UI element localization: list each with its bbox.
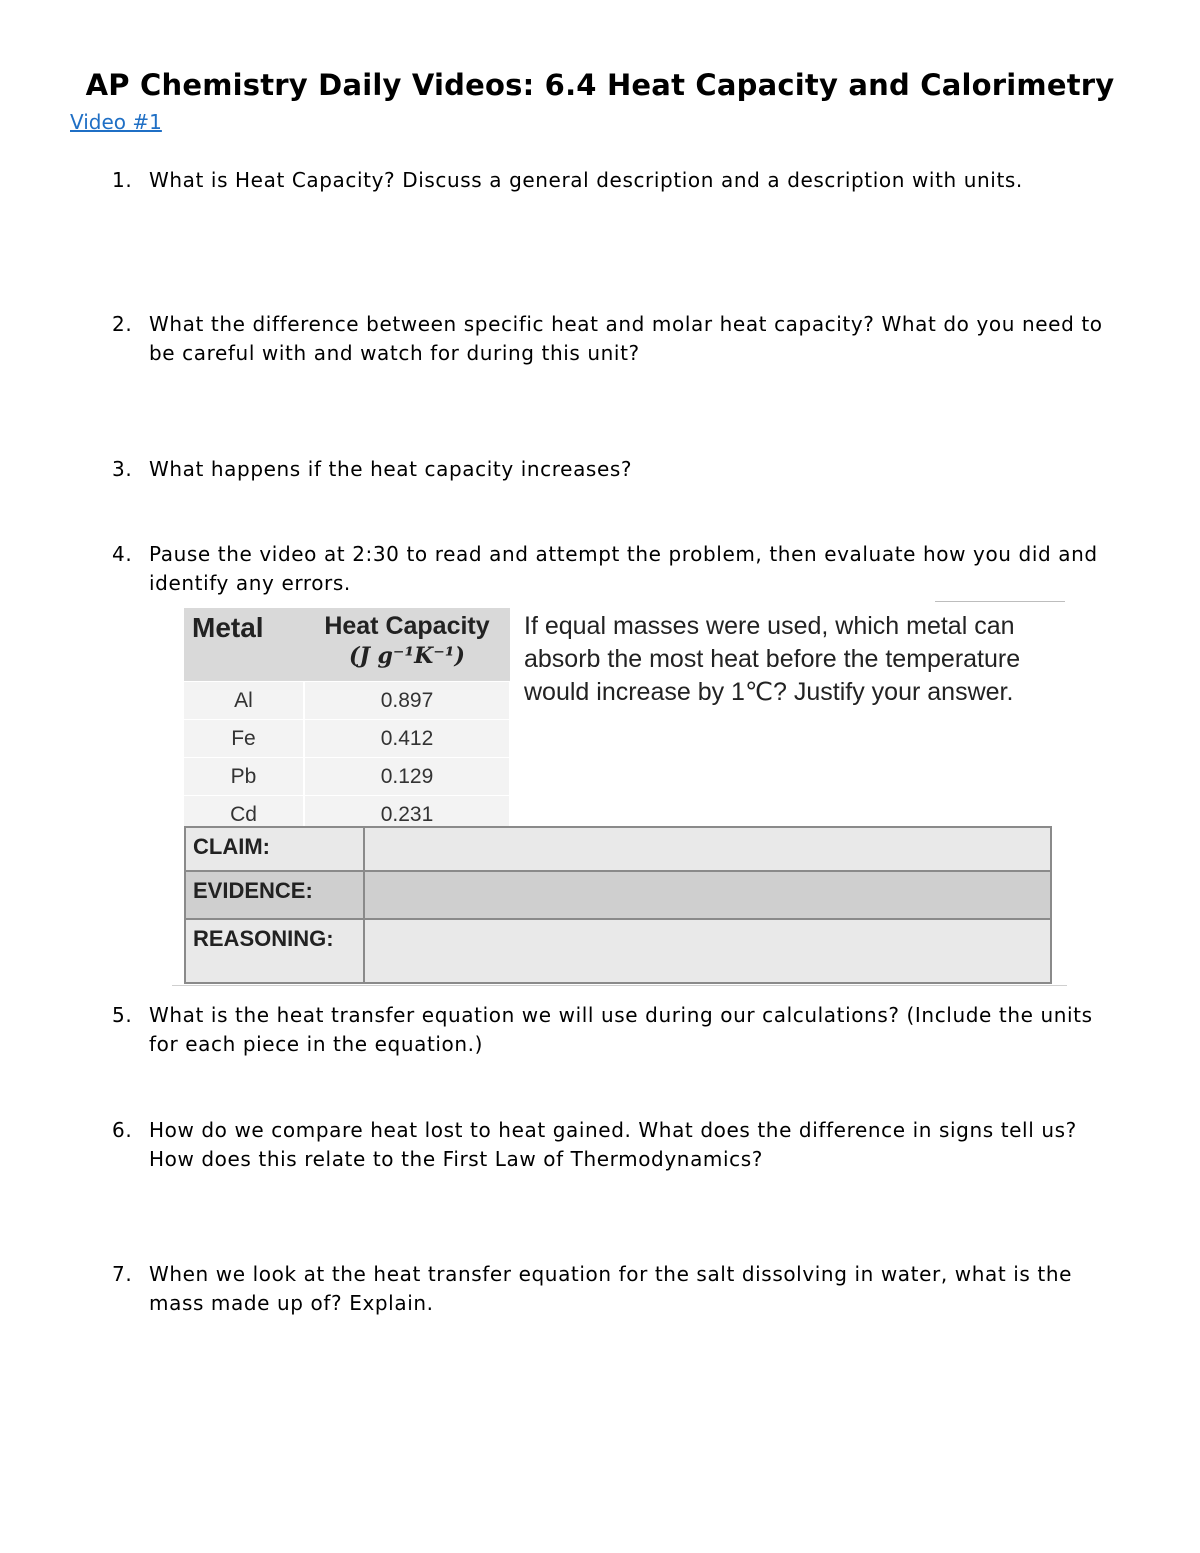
question-number: 2. — [112, 312, 133, 336]
value-cell: 0.129 — [304, 758, 510, 796]
video-link[interactable]: Video #1 — [70, 110, 162, 134]
question-4 — [112, 540, 1127, 598]
claim-label: CLAIM: — [185, 827, 364, 871]
question-text: What happens if the heat capacity increases? — [149, 457, 633, 481]
question-1 — [112, 166, 1127, 195]
question-text: What is the heat transfer equation we will use during our calculations? (Include the units for each piece in the equation.) — [149, 1003, 1093, 1056]
value-cell: 0.231 — [304, 796, 510, 834]
question-text: Pause the video at 2:30 to read and attempt the problem, then evaluate how you did and identify any errors. — [149, 542, 1098, 595]
question-7 — [112, 1260, 1127, 1318]
question-number: 6. — [112, 1118, 133, 1142]
metal-cell: Pb — [184, 758, 304, 796]
reasoning-answer-cell[interactable] — [364, 919, 1051, 983]
evidence-answer-cell[interactable] — [364, 871, 1051, 919]
question-number: 7. — [112, 1262, 133, 1286]
claim-row — [185, 827, 1051, 871]
metal-cell: Cd — [184, 796, 304, 834]
question-number: 3. — [112, 457, 133, 481]
evidence-label: EVIDENCE: — [185, 871, 364, 919]
metal-cell: Fe — [184, 720, 304, 758]
question-text: How do we compare heat lost to heat gained. What does the difference in signs tell us? How does this relate to the First Law of Thermodynamics? — [149, 1118, 1077, 1171]
cer-table — [184, 826, 1052, 984]
question-number: 5. — [112, 1003, 133, 1027]
table-row — [184, 682, 510, 720]
value-cell: 0.412 — [304, 720, 510, 758]
value-cell: 0.897 — [304, 682, 510, 720]
column-header-heat-capacity — [304, 608, 510, 682]
problem-figure — [172, 600, 1067, 992]
claim-answer-cell[interactable] — [364, 827, 1051, 871]
question-number: 4. — [112, 542, 133, 566]
divider — [935, 601, 1065, 602]
question-3 — [112, 455, 1127, 484]
question-text: What the difference between specific heat and molar heat capacity? What do you need to be careful with and watch for during this unit? — [149, 312, 1103, 365]
reasoning-label: REASONING: — [185, 919, 364, 983]
heat-capacity-table — [184, 608, 511, 833]
question-text: When we look at the heat transfer equation for the salt dissolving in water, what is the mass made up of? Explain. — [149, 1262, 1072, 1315]
question-5 — [112, 1001, 1127, 1059]
heat-capacity-units: (J g⁻¹K⁻¹) — [349, 643, 465, 669]
table-row — [184, 720, 510, 758]
metal-cell: Al — [184, 682, 304, 720]
table-row — [184, 758, 510, 796]
question-text: What is Heat Capacity? Discuss a general description and a description with units. — [149, 168, 1023, 192]
page-title: AP Chemistry Daily Videos: 6.4 Heat Capacity and Calorimetry — [85, 68, 1115, 102]
reasoning-row — [185, 919, 1051, 983]
heat-capacity-label: Heat Capacity — [324, 612, 490, 640]
question-number: 1. — [112, 168, 133, 192]
problem-prompt: If equal masses were used, which metal can absorb the most heat before the temperature would increase by 1℃? Justify your answer. — [524, 612, 1021, 706]
divider — [172, 985, 1067, 986]
question-2 — [112, 310, 1127, 368]
question-6 — [112, 1116, 1127, 1174]
evidence-row — [185, 871, 1051, 919]
column-header-metal: Metal — [184, 608, 304, 682]
table-header-row — [184, 608, 510, 682]
